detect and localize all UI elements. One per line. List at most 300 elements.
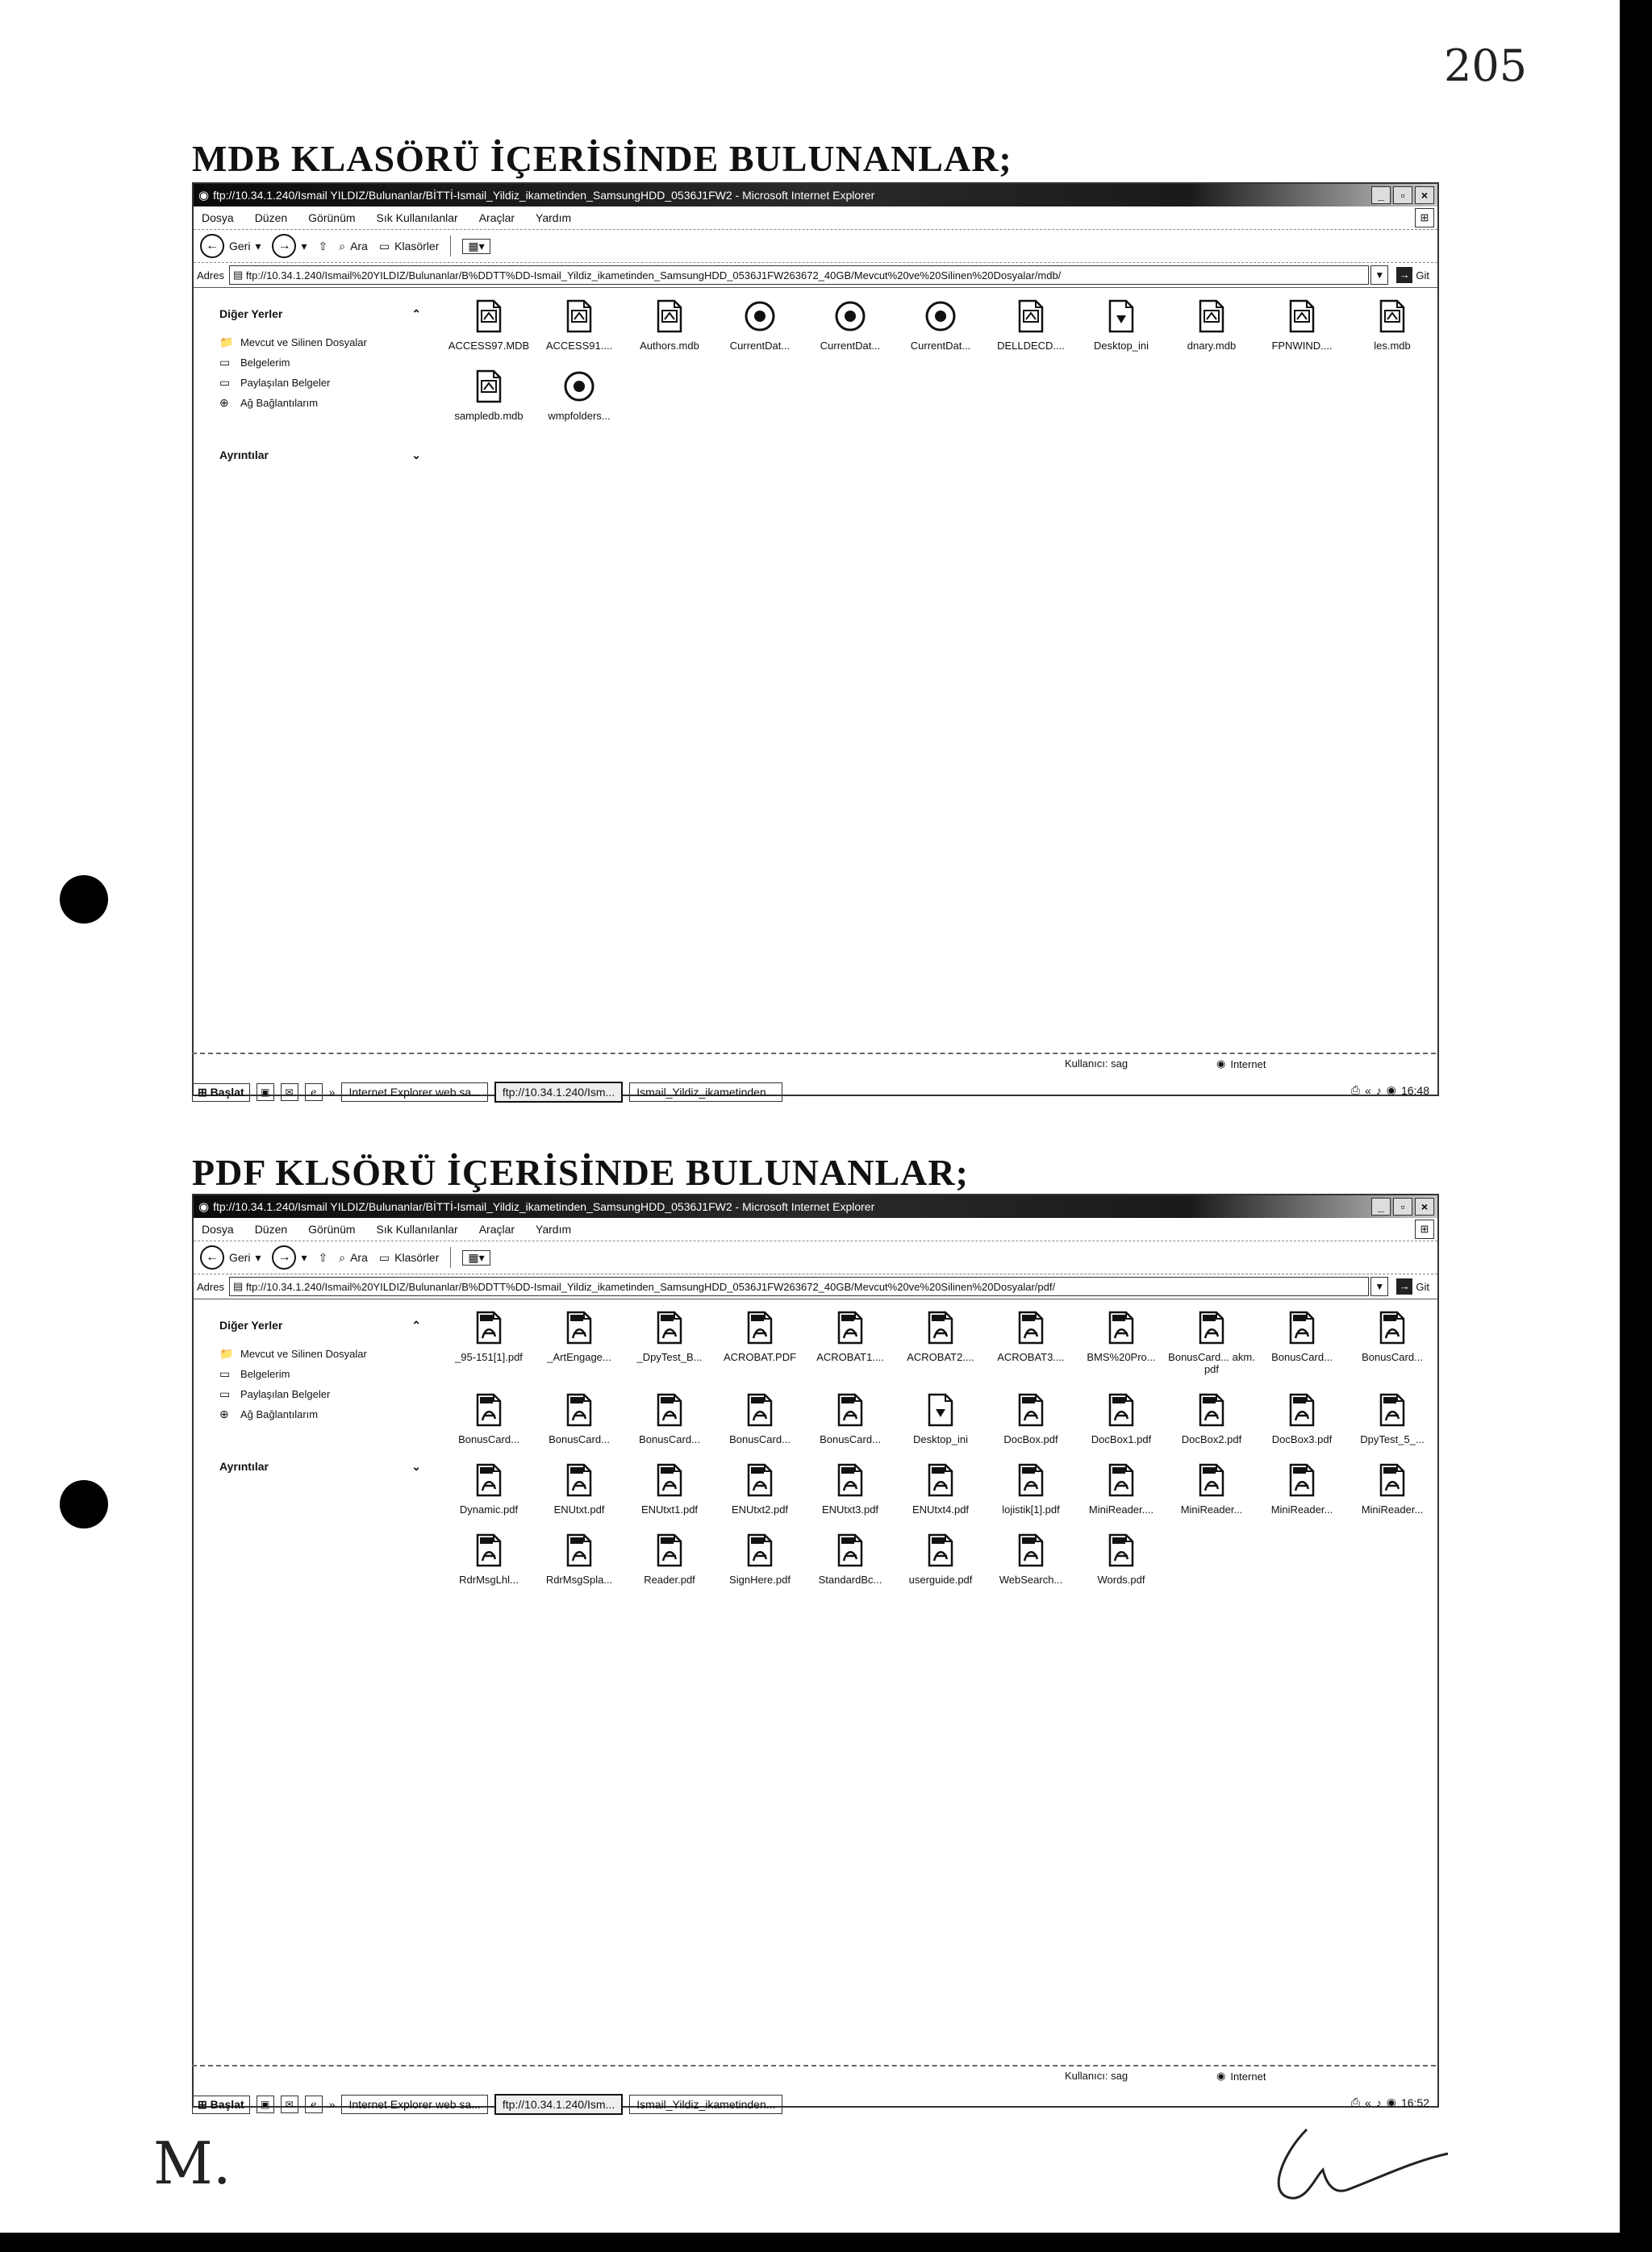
go-arrow-icon: → [1396,1278,1412,1295]
minimize-button[interactable]: _ [1371,186,1391,204]
page-edge [1620,0,1652,2252]
address-label: Adres [197,1280,224,1293]
chevron-left-icon[interactable]: « [1364,1083,1371,1097]
window-content [194,288,1437,1095]
menu-file[interactable]: Dosya [202,1223,234,1236]
window-content [194,1299,1437,2106]
file-name: userguide.pdf [908,1574,973,1586]
network-icon: ⊕ [219,1408,229,1420]
title-bar[interactable] [194,184,1437,206]
file-item[interactable] [534,1532,624,1586]
other-places-header[interactable]: Diğer Yerler ⌃ [219,1319,421,1332]
punch-hole [60,1480,108,1528]
file-name: RdrMsgLhl... [459,1574,519,1586]
window-title: ftp://10.34.1.240/Ismail YILDIZ/Bulunanlar/BİTTİ-Ismail_Yildiz_ikametinden_SamsungHDD_0536J1FW2 - Microsoft Internet Explorer [213,189,875,202]
views-button[interactable]: ▦▾ [462,1250,490,1266]
section-heading-mdb: MDB KLASÖRÜ İÇERİSİNDE BULUNANLAR; [192,138,1012,179]
file-item[interactable] [1076,1309,1166,1375]
forward-button[interactable]: → ▾ [272,234,307,258]
menu-file[interactable]: Dosya [202,211,234,224]
forward-button[interactable]: → ▾ [272,1245,307,1270]
folder-icon: ▭ [219,1387,231,1400]
close-button[interactable]: × [1415,186,1434,204]
pdf-file-icon [1105,1391,1137,1428]
show-desktop-icon[interactable]: ▣ [257,2096,274,2113]
start-button[interactable]: ⊞ Başlat [192,2096,250,2114]
file-name: BonusCard... [820,1433,881,1445]
file-item[interactable] [624,1309,715,1375]
system-tray [1351,2096,1429,2109]
file-name: DocBox1.pdf [1091,1433,1152,1445]
collapse-icon[interactable]: ⌃ [411,307,421,320]
file-name: ACROBAT3.... [997,1351,1065,1363]
menu-favorites[interactable]: Sık Kullanılanlar [376,211,458,224]
search-button[interactable]: ⌕ Ara [339,1250,368,1264]
mail-icon[interactable]: ✉ [281,2096,298,2113]
window-title: ftp://10.34.1.240/Ismail YILDIZ/Bulunanlar/BİTTİ-Ismail_Yildiz_ikametinden_SamsungHDD_0536J1FW2 - Microsoft Internet Explorer [213,1200,875,1213]
pdf-file-icon [744,1462,776,1499]
file-name: wmpfolders... [548,410,611,422]
menu-bar [194,1218,1437,1241]
task-link-shared-documents[interactable]: ▭ Paylaşılan Belgeler [219,376,331,389]
maximize-button[interactable]: ▫ [1393,186,1412,204]
chevron-icon[interactable]: » [328,2098,336,2111]
file-item[interactable] [715,298,805,352]
taskbar-button-folder[interactable]: Ismail_Yildiz_ikametinden... [629,2095,782,2114]
task-link-shared-documents[interactable]: ▭ Paylaşılan Belgeler [219,1387,331,1400]
file-name: _DpyTest_B... [636,1351,703,1363]
handwritten-signature [1258,2113,1452,2210]
file-name: CurrentDat... [729,340,791,352]
task-pane [194,1299,444,2106]
file-name: _ArtEngage... [547,1351,611,1363]
show-desktop-icon[interactable]: ▣ [257,1083,274,1101]
task-link-files[interactable]: 📁 Mevcut ve Silinen Dosyalar [219,336,367,348]
go-arrow-icon: → [1396,267,1412,283]
task-link-my-documents[interactable]: ▭ Belgelerim [219,1367,290,1380]
file-item[interactable] [1076,298,1166,352]
file-name: BonusCard... [639,1433,700,1445]
file-item[interactable] [1347,1462,1437,1516]
pdf-file-icon [834,1462,866,1499]
pdf-file-icon [1286,1391,1318,1428]
address-input[interactable]: ▤ ftp://10.34.1.240/Ismail%20YILDIZ/Bulunanlar/B%DDTT%DD-Ismail_Yildiz_ikametinden_SamsungHDD_0536J1FW263672_40GB/Mevcut%20ve%20Silinen%20Dosyalar/pdf/ [229,1277,1369,1296]
status-user: Kullanıcı: sag [1065,1057,1128,1070]
file-item[interactable] [805,298,895,352]
file-item[interactable] [1166,1391,1257,1445]
toolbar [194,230,1437,263]
file-item[interactable] [895,1462,986,1516]
file-item[interactable] [986,1532,1076,1586]
views-button[interactable]: ▦▾ [462,239,490,254]
file-item[interactable] [1347,1391,1437,1445]
address-bar [194,263,1437,288]
other-places-header[interactable]: Diğer Yerler ⌃ [219,307,421,320]
file-item[interactable] [805,1309,895,1375]
file-item[interactable] [1347,1309,1437,1375]
status-area-mdb [192,1053,1436,1107]
maximize-button[interactable]: ▫ [1393,1198,1412,1216]
file-item[interactable] [986,298,1076,352]
folders-icon: ▭ [378,239,390,252]
file-name: les.mdb [1374,340,1411,352]
address-bar [194,1274,1437,1299]
file-item[interactable] [624,1462,715,1516]
file-item[interactable] [444,368,534,422]
file-name: ENUtxt3.pdf [821,1503,879,1516]
file-item[interactable] [534,368,624,422]
globe-icon: ◉ [1216,1057,1226,1070]
printer-icon[interactable]: ⎙ [1350,2096,1360,2108]
menu-bar [194,206,1437,230]
status-user: Kullanıcı: sag [1065,2070,1128,2082]
dat-file-icon [924,298,957,335]
file-name: BonusCard... [458,1433,519,1445]
file-item[interactable] [1257,1309,1347,1375]
file-item[interactable] [624,1391,715,1445]
title-bar[interactable] [194,1195,1437,1218]
file-item[interactable] [1076,1462,1166,1516]
dat-file-icon [744,298,776,335]
back-button[interactable]: ← Geri ▾ [200,234,261,258]
file-name: sampledb.mdb [454,410,524,422]
start-button[interactable]: ⊞ Başlat [192,1083,250,1102]
mail-icon[interactable]: ✉ [281,1083,298,1101]
pdf-file-icon [834,1391,866,1428]
file-item[interactable] [1347,298,1437,352]
pdf-file-icon [924,1532,957,1569]
menu-tools[interactable]: Araçlar [478,211,515,224]
file-name: DocBox3.pdf [1271,1433,1333,1445]
search-button[interactable]: ⌕ Ara [339,239,368,252]
file-name: BMS%20Pro... [1087,1351,1156,1363]
file-name: ACROBAT1.... [816,1351,884,1363]
file-name: RdrMsgSpla... [545,1574,613,1586]
taskbar-button-ftp[interactable]: ftp://10.34.1.240/Ism... [494,1082,623,1103]
pdf-file-icon [924,1309,957,1346]
windows-logo-icon: ⊞ [198,2097,207,2111]
file-item[interactable] [444,1309,534,1375]
ie-icon[interactable]: ℯ [305,2096,323,2113]
pdf-file-icon [1105,1462,1137,1499]
folders-button[interactable]: ▭ Klasörler [378,239,440,252]
file-name: BonusCard... [549,1433,610,1445]
file-name: Reader.pdf [644,1574,695,1586]
pdf-file-icon [744,1532,776,1569]
file-name: Words.pdf [1097,1574,1145,1586]
section-heading-pdf: PDF KLSÖRÜ İÇERİSİNDE BULUNANLAR; [192,1152,969,1193]
file-item[interactable] [715,1309,805,1375]
pdf-file-icon [1376,1462,1408,1499]
file-item[interactable] [895,1532,986,1586]
pdf-file-icon [653,1532,686,1569]
mdb-file-icon [473,368,505,405]
menu-help[interactable]: Yardım [536,211,572,224]
printer-icon[interactable]: ⎙ [1350,1083,1360,1096]
file-item[interactable] [986,1309,1076,1375]
pdf-file-icon [744,1391,776,1428]
taskbar-button-folder[interactable]: Ismail_Yildiz_ikametinden... [629,1082,782,1102]
address-dropdown[interactable]: ▼ [1370,265,1388,285]
back-button[interactable]: ← Geri ▾ [200,1245,261,1270]
pdf-file-icon [563,1532,595,1569]
file-name: Desktop_ini [913,1433,968,1445]
ie-icon[interactable]: ℯ [305,1083,323,1101]
pdf-file-icon [1286,1309,1318,1346]
task-link-network[interactable]: ⊕ Ağ Bağlantılarım [219,1408,319,1420]
file-name: DpyTest_5_... [1360,1433,1425,1445]
globe-icon: ◉ [1216,2070,1226,2082]
go-button[interactable]: → Git [1396,1278,1429,1295]
status-zone: ◉ Internet [1216,1057,1266,1070]
menu-edit[interactable]: Düzen [254,211,288,224]
expand-icon[interactable]: ⌄ [411,1460,421,1473]
file-name: BonusCard... akm.pdf [1168,1351,1255,1375]
file-item[interactable] [1257,298,1347,352]
file-item[interactable] [444,1532,534,1586]
ini-file-icon [1105,298,1137,335]
file-name: ENUtxt.pdf [553,1503,605,1516]
status-bar [192,2065,1436,2089]
file-name: ENUtxt4.pdf [912,1503,970,1516]
file-item[interactable] [534,298,624,352]
file-item[interactable] [444,1391,534,1445]
file-name: CurrentDat... [910,340,971,352]
file-name: Desktop_ini [1094,340,1149,352]
file-item[interactable] [1166,1462,1257,1516]
file-name: WebSearch... [999,1574,1063,1586]
pdf-file-icon [1015,1532,1047,1569]
close-button[interactable]: × [1415,1198,1434,1216]
pdf-file-icon [744,1309,776,1346]
ie-icon: ◉ [198,1200,210,1214]
folders-button[interactable]: ▭ Klasörler [378,1250,440,1264]
ie-icon: ◉ [198,189,210,202]
forward-arrow-icon: → [272,1245,296,1270]
pdf-file-icon [834,1309,866,1346]
folder-up-icon: ⇧ [318,1250,328,1264]
network-icon: ⊕ [219,396,229,409]
status-bar [192,1053,1436,1077]
pdf-file-icon [834,1532,866,1569]
pdf-file-icon [473,1532,505,1569]
task-link-files[interactable]: 📁 Mevcut ve Silinen Dosyalar [219,1347,367,1360]
pdf-file-icon [1015,1391,1047,1428]
pdf-file-icon [1286,1462,1318,1499]
mdb-file-icon [653,298,686,335]
search-icon: ⌕ [339,1250,346,1264]
file-name: FPNWIND.... [1271,340,1333,352]
menu-view[interactable]: Görünüm [308,1223,356,1236]
pdf-file-icon [473,1462,505,1499]
search-icon: ⌕ [339,239,346,252]
pdf-file-icon [473,1309,505,1346]
status-area-pdf [192,2065,1436,2120]
taskbar [192,2089,1436,2120]
pdf-file-icon [563,1462,595,1499]
file-name: Authors.mdb [640,340,699,352]
toolbar-separator [450,1247,451,1268]
file-name: CurrentDat... [820,340,881,352]
file-list [444,1299,1437,2106]
folder-icon: ▭ [219,1367,231,1380]
task-pane [194,288,444,1095]
file-name: ACCESS91.... [545,340,613,352]
folder-icon: 📁 [219,1347,234,1360]
file-item[interactable] [715,1462,805,1516]
network-icon[interactable]: ◉ [1386,2096,1396,2108]
file-item[interactable] [1166,1309,1257,1375]
volume-icon[interactable]: ♪ [1375,2096,1382,2109]
mdb-file-icon [563,298,595,335]
system-tray [1351,1083,1429,1097]
mdb-file-icon [1195,298,1228,335]
address-dropdown[interactable]: ▼ [1370,1277,1388,1296]
pdf-file-icon [1376,1391,1408,1428]
up-button[interactable] [319,1251,328,1265]
pdf-file-icon [653,1391,686,1428]
menu-help[interactable]: Yardım [536,1223,572,1236]
clock: 16:52 [1400,2096,1429,2109]
punch-hole [60,875,108,924]
chevron-icon[interactable]: » [328,1086,336,1099]
pdf-file-icon [473,1391,505,1428]
back-arrow-icon: ← [200,234,224,258]
folder-icon: ▤ [232,269,246,281]
dat-file-icon [563,368,595,405]
pdf-file-icon [1105,1309,1137,1346]
file-item[interactable] [534,1309,624,1375]
taskbar-button-ftp[interactable]: ftp://10.34.1.240/Ism... [494,2094,623,2115]
file-name: BonusCard... [1362,1351,1423,1363]
address-input[interactable]: ▤ ftp://10.34.1.240/Ismail%20YILDIZ/Bulunanlar/B%DDTT%DD-Ismail_Yildiz_ikametinden_SamsungHDD_0536J1FW263672_40GB/Mevcut%20ve%20Silinen%20Dosyalar/mdb/ [229,265,1369,285]
handwritten-initials: M. [153,2129,232,2197]
mdb-file-icon [1286,298,1318,335]
dat-file-icon [834,298,866,335]
explorer-window-pdf [192,1194,1439,2108]
pdf-file-icon [1195,1309,1228,1346]
file-item[interactable] [715,1532,805,1586]
file-name: ACROBAT.PDF [723,1351,797,1363]
file-name: Dynamic.pdf [459,1503,519,1516]
pdf-file-icon [1015,1462,1047,1499]
back-arrow-icon: ← [200,1245,224,1270]
file-item[interactable] [986,1462,1076,1516]
menu-edit[interactable]: Düzen [254,1223,288,1236]
file-name: MiniReader... [1361,1503,1424,1516]
menu-view[interactable]: Görünüm [308,211,356,224]
clock: 16:48 [1400,1083,1429,1097]
taskbar-button-ie[interactable]: Internet Explorer web sa... [341,2095,487,2114]
file-item[interactable] [805,1391,895,1445]
taskbar-button-ie[interactable]: Internet Explorer web sa... [341,1082,487,1102]
file-item[interactable] [1076,1532,1166,1586]
file-item[interactable] [1257,1391,1347,1445]
file-item[interactable] [805,1532,895,1586]
file-name: ENUtxt2.pdf [731,1503,789,1516]
volume-icon[interactable]: ♪ [1375,1083,1382,1097]
file-name: lojistik[1].pdf [1002,1503,1060,1516]
pdf-file-icon [1105,1532,1137,1569]
address-label: Adres [197,269,224,282]
page-number: 205 [1444,40,1528,91]
file-item[interactable] [624,1532,715,1586]
file-item[interactable] [895,1309,986,1375]
file-item[interactable] [534,1462,624,1516]
file-name: ENUtxt1.pdf [640,1503,699,1516]
pdf-file-icon [1015,1309,1047,1346]
mdb-file-icon [1376,298,1408,335]
file-item[interactable] [1166,298,1257,352]
pdf-file-icon [1195,1391,1228,1428]
file-name: StandardBc... [818,1574,882,1586]
task-link-my-documents[interactable]: ▭ Belgelerim [219,356,290,369]
folder-icon: ▭ [219,376,231,389]
details-header[interactable]: Ayrıntılar ⌄ [219,448,421,461]
ini-file-icon [924,1391,957,1428]
file-item[interactable] [444,298,534,352]
pdf-file-icon [563,1309,595,1346]
go-button[interactable]: → Git [1396,267,1429,283]
menu-favorites[interactable]: Sık Kullanılanlar [376,1223,458,1236]
task-link-network[interactable]: ⊕ Ağ Bağlantılarım [219,396,319,409]
file-name: DocBox2.pdf [1181,1433,1242,1445]
network-icon[interactable]: ◉ [1386,1083,1396,1096]
pdf-file-icon [1376,1309,1408,1346]
status-zone: ◉ Internet [1216,2070,1266,2083]
windows-logo-icon: ⊞ [198,1085,207,1099]
mdb-file-icon [473,298,505,335]
file-item[interactable] [895,1391,986,1445]
file-name: ACROBAT2.... [907,1351,974,1363]
pdf-file-icon [653,1462,686,1499]
menu-tools[interactable]: Araçlar [478,1223,515,1236]
folder-up-icon: ⇧ [318,239,328,252]
file-name: MiniReader... [1180,1503,1243,1516]
file-item[interactable] [805,1462,895,1516]
file-item[interactable] [534,1391,624,1445]
file-item[interactable] [1076,1391,1166,1445]
file-name: _95-151[1].pdf [455,1351,523,1363]
minimize-button[interactable]: _ [1371,1198,1391,1216]
file-item[interactable] [1257,1462,1347,1516]
file-name: BonusCard... [1271,1351,1333,1363]
details-header[interactable]: Ayrıntılar ⌄ [219,1460,421,1473]
file-name: DELLDECD.... [997,340,1065,352]
forward-arrow-icon: → [272,234,296,258]
file-item[interactable] [986,1391,1076,1445]
expand-icon[interactable]: ⌄ [411,448,421,461]
file-name: MiniReader.... [1088,1503,1154,1516]
pdf-file-icon [1195,1462,1228,1499]
folder-icon: ▭ [219,356,231,369]
up-button[interactable] [319,240,328,253]
collapse-icon[interactable]: ⌃ [411,1319,421,1332]
folder-icon: 📁 [219,336,234,348]
file-item[interactable] [624,298,715,352]
file-item[interactable] [444,1462,534,1516]
file-name: dnary.mdb [1187,340,1237,352]
file-list [444,288,1437,1095]
toolbar [194,1241,1437,1274]
file-item[interactable] [895,298,986,352]
taskbar [192,1077,1436,1107]
chevron-left-icon[interactable]: « [1364,2096,1371,2109]
windows-logo-icon: ⊞ [1415,1220,1434,1239]
pdf-file-icon [924,1462,957,1499]
file-item[interactable] [715,1391,805,1445]
folders-icon: ▭ [378,1250,390,1264]
